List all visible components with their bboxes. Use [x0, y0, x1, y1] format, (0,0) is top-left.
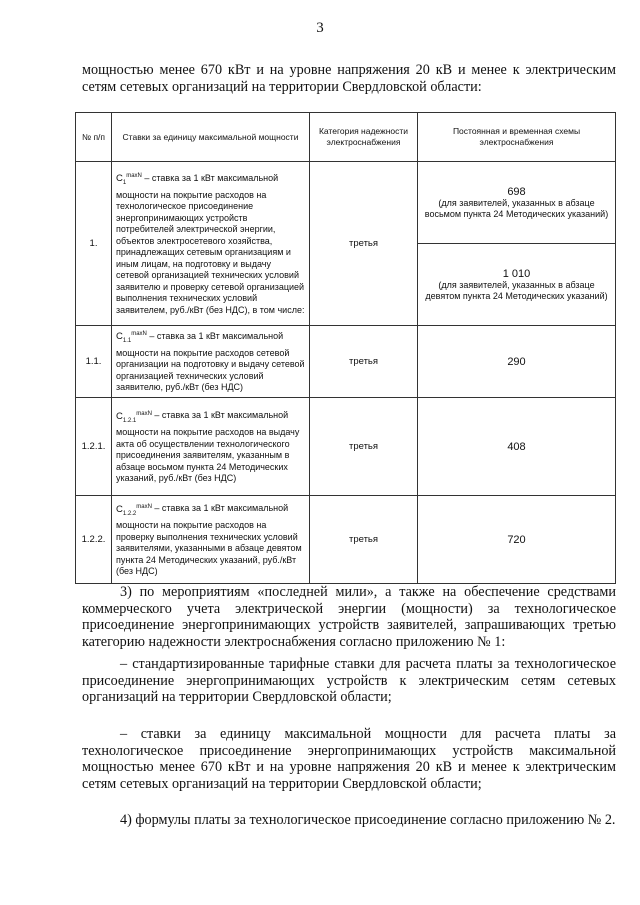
rate-symbol: $C_{1.2.1}^{maxN}$ [116, 410, 152, 424]
rate-symbol: $C_{1.1}^{maxN}$ [116, 331, 147, 345]
rate-symbol: $C_{1.2.2}^{maxN}$ [116, 503, 152, 517]
header-rate: Ставки за единицу максимальной мощности [112, 113, 310, 162]
row-number: 1.2.2. [76, 496, 112, 584]
intro-paragraph: мощностью менее 670 кВт и на уровне напряжения 20 кВ и менее к электрическим сетям сетевых организаций на территории Свердловской области: [82, 62, 616, 95]
table-header-row [76, 113, 616, 162]
rate-symbol: $C_1^{maxN}$ [116, 172, 142, 187]
table-row [76, 326, 616, 398]
header-num: № п/п [76, 113, 112, 162]
page-number: 3 [316, 20, 324, 36]
rate-value: 698 [507, 185, 526, 198]
rate-description: $C_{1.2.2}^{maxN}$ – ставка за 1 кВт максимальной мощности на покрытие расходов на проверку выполнения технических условий заявителями, указанными в абзаце девятом пункта 24 Методических указаний, руб./кВт (без НДС) [112, 496, 310, 584]
row-number: 1.2.1. [76, 398, 112, 496]
rate-value-cell [418, 244, 616, 326]
table-row [76, 398, 616, 496]
rate-value-cell [418, 162, 616, 244]
rate-value: 1 010 [502, 267, 531, 280]
paragraph-formulas: 4) формулы платы за технологическое присоединение согласно приложению № 2. [120, 812, 616, 828]
category-cell: третья [310, 162, 418, 326]
rate-description: $C_1^{maxN}$ – ставка за 1 кВт максимальной мощности на покрытие расходов на технологическое присоединение энергопринимающих устройств потребителей электрической энергии, объектов электросетевого хозяйства, принадлежащих сетевым организациям и иным лицам, на подготовку и выдачу сетевой организацией технических условий заявителю и проверку сетевой организацией выполнения технических условий заявителем, руб./кВт (без НДС), в том числе: [112, 162, 310, 326]
rate-value: 408 [418, 398, 616, 496]
row-number: 1.1. [76, 326, 112, 398]
rate-description: $C_{1.1}^{maxN}$ – ставка за 1 кВт максимальной мощности на покрытие расходов сетевой организации на подготовку и выдачу сетевой организацией технических условий заявителю, руб./кВт (без НДС) [112, 326, 310, 398]
header-schemes: Постоянная и временная схемы электроснабжения [418, 113, 616, 162]
category-cell: третья [310, 398, 418, 496]
rates-table [75, 112, 616, 584]
rate-description: $C_{1.2.1}^{maxN}$ – ставка за 1 кВт максимальной мощности на покрытие расходов на выдачу акта об осуществлении технологического присоединения заявителям, указанным в абзаце восьмом пункта 24 Методических указаний, руб./кВт (без НДС) [112, 398, 310, 496]
paragraph-last-mile: 3) по мероприятиям «последней мили», а также на обеспечение средствами коммерческого учета электрической энергии (мощности) за технологическое присоединение энергопринимающих устройств заявителей, запрашивающих третью категорию надежности электроснабжения согласно приложению № 1: [82, 584, 616, 650]
rate-value: 290 [418, 326, 616, 398]
paragraph-unit-rates: – ставки за единицу максимальной мощности для расчета платы за технологическое присоединение энергопринимающих устройств максимальной мощностью менее 670 кВт и на уровне напряжения 20 кВ и менее к электрическим сетям сетевых организаций на территории Свердловской области; [82, 726, 616, 792]
row-number: 1. [76, 162, 112, 326]
paragraph-standard-rates: – стандартизированные тарифные ставки для расчета платы за технологическое присоединение энергопринимающих устройств к электрическим сетям сетевых организаций на территории Свердловской области; [82, 656, 616, 705]
category-cell: третья [310, 496, 418, 584]
category-cell: третья [310, 326, 418, 398]
rate-note: (для заявителей, указанных в абзаце восьмом пункта 24 Методических указаний) [424, 197, 609, 219]
rate-value: 720 [418, 496, 616, 584]
table-row [76, 162, 616, 244]
table-row [76, 496, 616, 584]
header-category: Категория надежности электроснабжения [310, 113, 418, 162]
rate-note: (для заявителей, указанных в абзаце девятом пункта 24 Методических указаний) [425, 279, 608, 301]
